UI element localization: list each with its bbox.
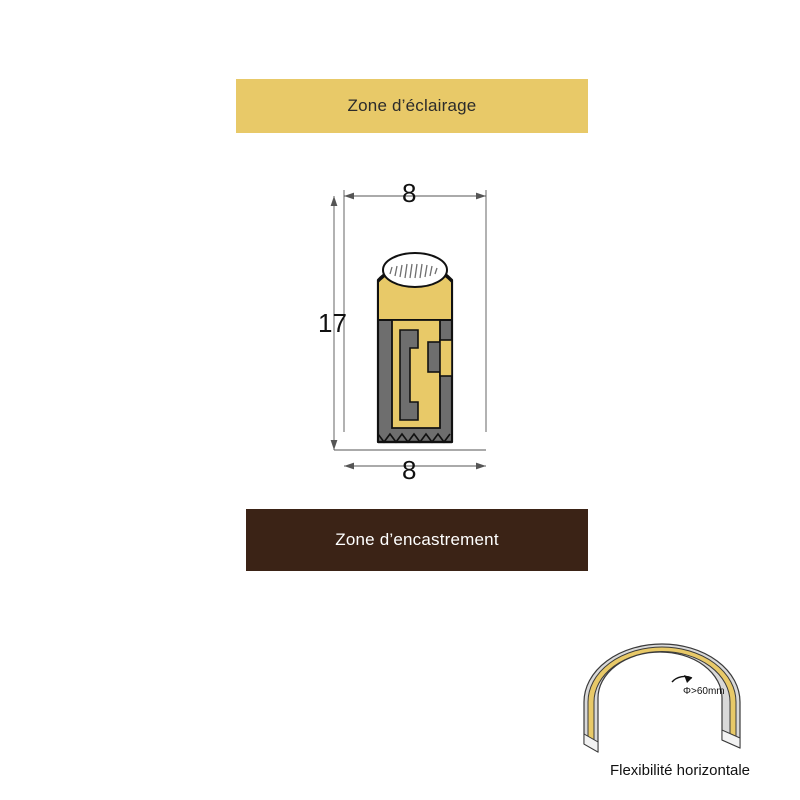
bend-outer-body: [584, 644, 740, 752]
bend-arrow-icon: [672, 675, 692, 683]
dimension-top-label: 8: [402, 178, 417, 208]
channel-side-mark: [440, 340, 452, 376]
dimension-height-label: 17: [318, 308, 347, 338]
recess-zone-label: Zone d’encastrement: [335, 530, 499, 549]
flexibility-caption: Flexibilité horizontale: [609, 762, 751, 779]
recess-zone-banner: [246, 509, 588, 571]
light-zone-banner: [236, 79, 588, 133]
dimension-bottom-label: 8: [402, 455, 417, 485]
bend-radius-label: Φ>60mm: [683, 686, 725, 697]
light-zone-label: Zone d’éclairage: [347, 96, 477, 115]
dome-inner-cavity: [383, 253, 447, 287]
